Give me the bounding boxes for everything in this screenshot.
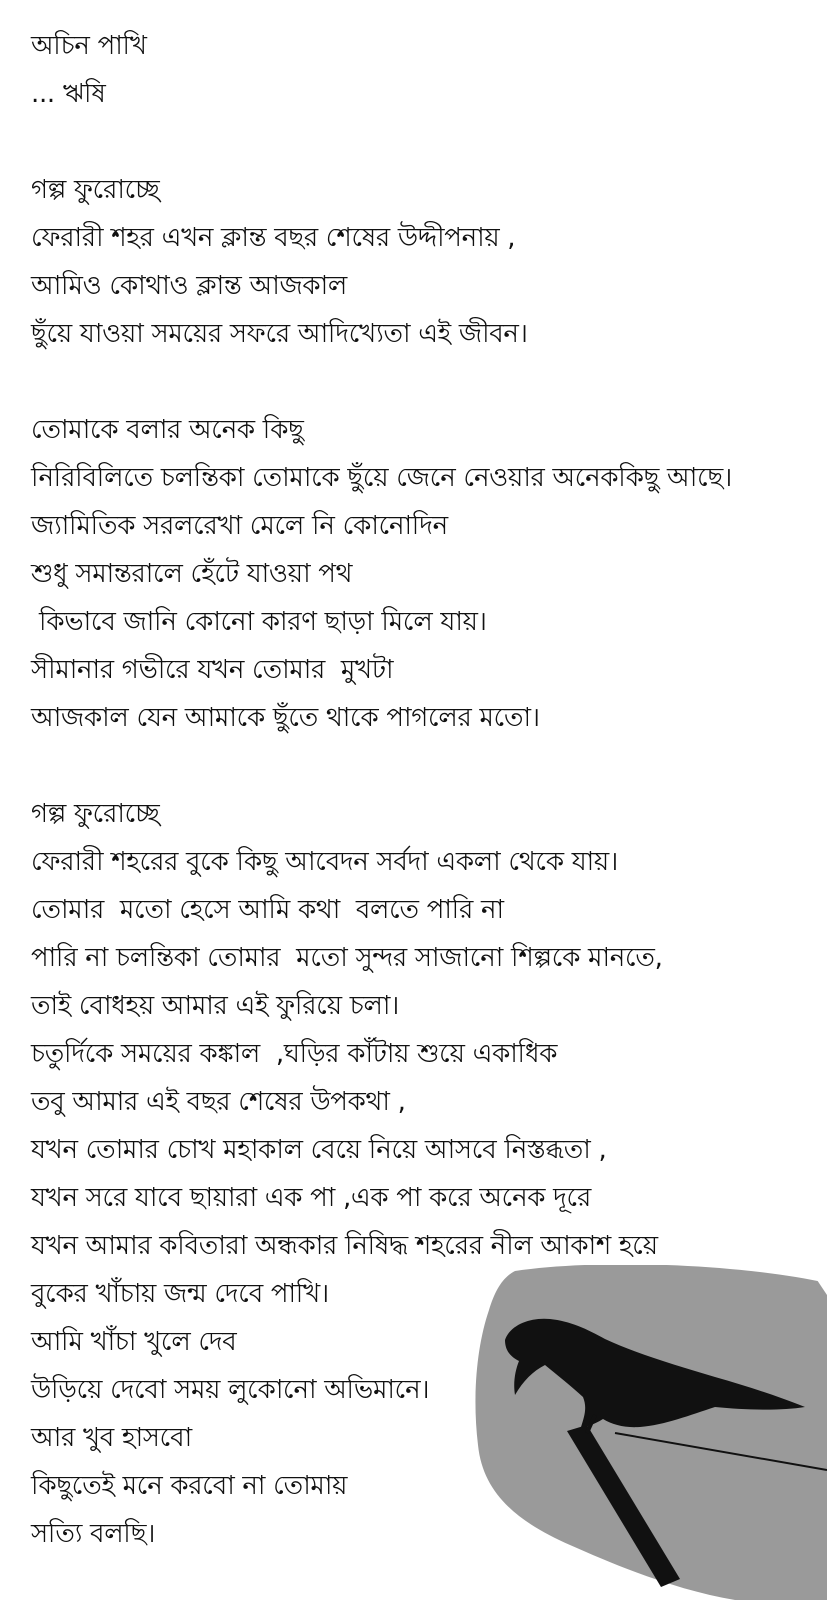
- poem-title: অচিন পাখি: [31, 31, 147, 61]
- poem-line: যখন আমার কবিতারা অন্ধকার নিষিদ্ধ শহরের নীল আকাশ হয়ে: [31, 1231, 658, 1261]
- poem-line: তোমার মতো হেসে আমি কথা বলতে পারি না: [31, 895, 504, 925]
- poem-line: তাই বোধহয় আমার এই ফুরিয়ে চলা।: [31, 991, 400, 1021]
- poem-line: উড়িয়ে দেবো সময় লুকোনো অভিমানে।: [31, 1375, 430, 1405]
- stanza-divider: [31, 118, 821, 166]
- poem-line: সীমানার গভীরে যখন তোমার মুখটা: [31, 655, 394, 685]
- poem-line: জ্যামিতিক সরলরেখা মেলে নি কোনোদিন: [31, 511, 448, 541]
- poem-line: আমি খাঁচা খুলে দেব: [31, 1327, 237, 1357]
- poem-line: আজকাল যেন আমাকে ছুঁতে থাকে পাগলের মতো।: [31, 703, 540, 733]
- poem-line: সত্যি বলছি।: [31, 1519, 156, 1549]
- poem-line: কিছুতেই মনে করবো না তোমায়: [31, 1471, 348, 1501]
- poem-author: ... ঋষি: [31, 79, 106, 109]
- poem-line: যখন সরে যাবে ছায়ারা এক পা ,এক পা করে অনেক দূরে: [31, 1183, 591, 1213]
- poem: [31, 22, 821, 1558]
- stanza-divider: [31, 742, 821, 790]
- poem-line: গল্প ফুরোচ্ছে: [31, 175, 160, 205]
- poem-line: আর খুব হাসবো: [31, 1423, 192, 1453]
- poem-line: কিভাবে জানি কোনো কারণ ছাড়া মিলে যায়।: [31, 607, 487, 637]
- poem-line: ফেরারী শহর এখন ক্লান্ত বছর শেষের উদ্দীপনায় ,: [31, 223, 516, 253]
- poem-line: আমিও কোথাও ক্লান্ত আজকাল: [31, 271, 347, 301]
- poem-line: বুকের খাঁচায় জন্ম দেবে পাখি।: [31, 1279, 329, 1309]
- poem-line: পারি না চলন্তিকা তোমার মতো সুন্দর সাজানো শিল্পকে মানতে,: [31, 943, 663, 973]
- poem-line: নিরিবিলিতে চলন্তিকা তোমাকে ছুঁয়ে জেনে নেওয়ার অনেককিছু আছে।: [31, 463, 732, 493]
- stanza-divider: [31, 358, 821, 406]
- poem-line: ফেরারী শহরের বুকে কিছু আবেদন সর্বদা একলা থেকে যায়।: [31, 847, 618, 877]
- poem-line: চতুর্দিকে সময়ের কঙ্কাল ,ঘড়ির কাঁটায় শুয়ে একাধিক: [31, 1039, 558, 1069]
- poem-line: তবু আমার এই বছর শেষের উপকথা ,: [31, 1087, 406, 1117]
- poem-line: যখন তোমার চোখ মহাকাল বেয়ে নিয়ে আসবে নিস্তব্ধতা ,: [31, 1135, 607, 1165]
- poem-line: শুধু সমান্তরালে হেঁটে যাওয়া পথ: [31, 559, 353, 589]
- poem-line: গল্প ফুরোচ্ছে: [31, 799, 160, 829]
- poem-line: তোমাকে বলার অনেক কিছু: [31, 415, 304, 445]
- poem-line: ছুঁয়ে যাওয়া সময়ের সফরে আদিখ্যেতা এই জীবন।: [31, 319, 528, 349]
